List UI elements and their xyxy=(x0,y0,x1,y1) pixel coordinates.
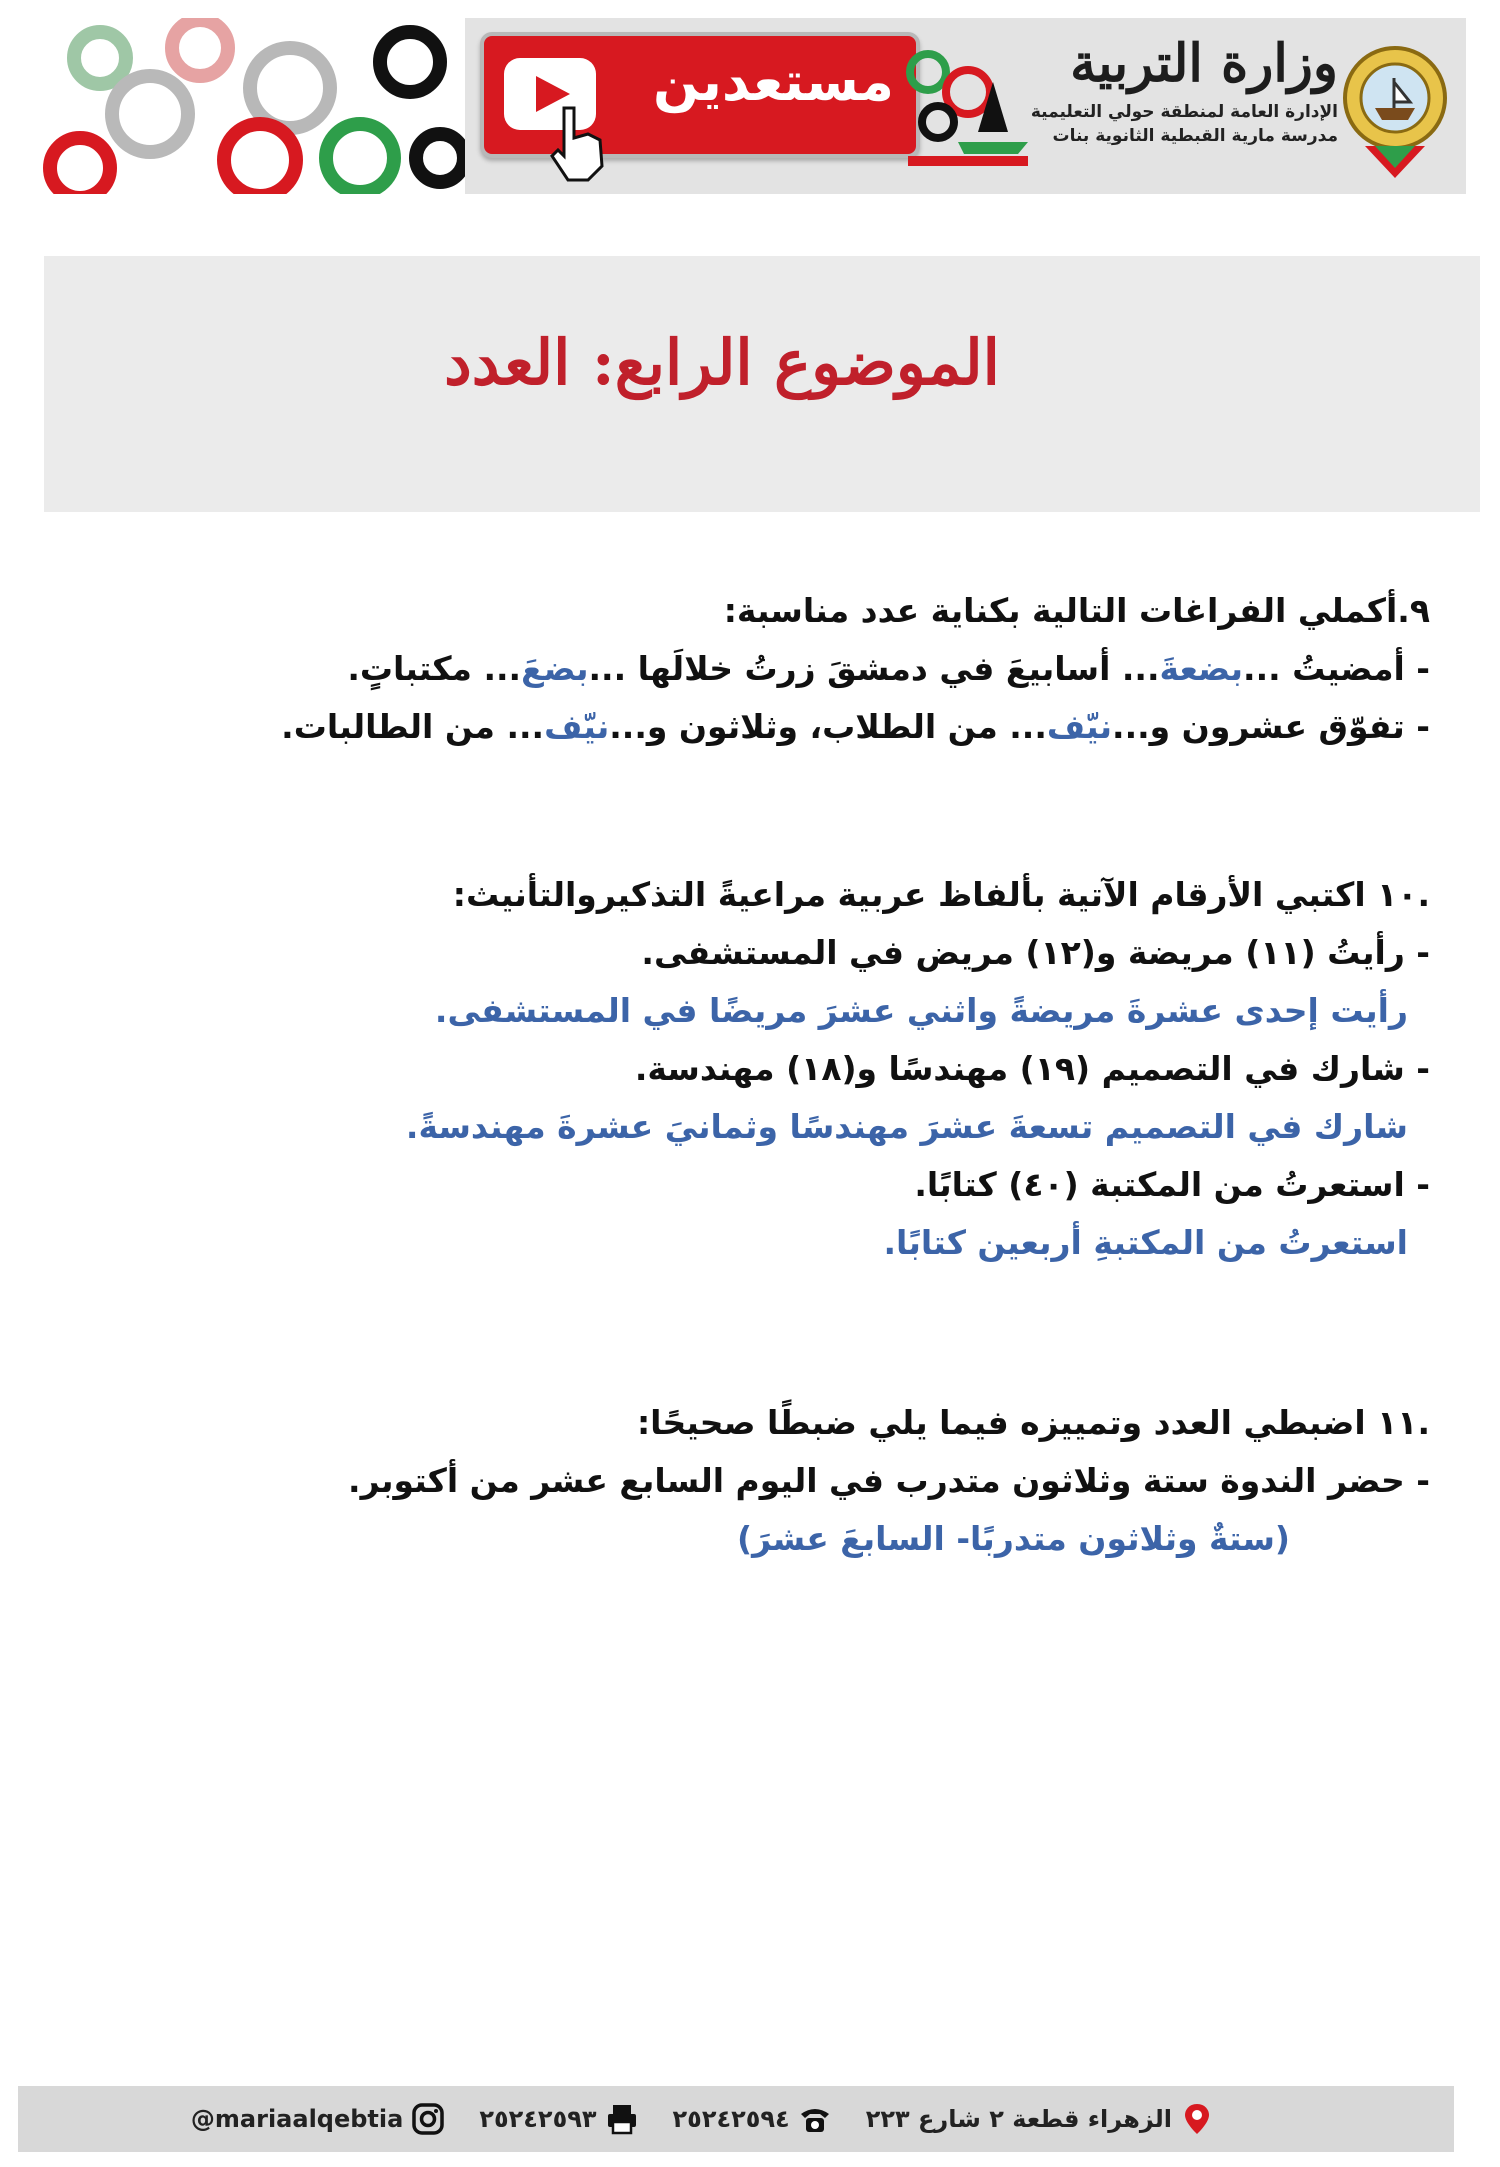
answer-blank-4: نيّف xyxy=(544,707,610,746)
text-segment: - أمضيتُ ... xyxy=(1243,649,1430,688)
header-banner xyxy=(40,18,1466,194)
question-10-answer-3: استعرتُ من المكتبةِ أربعين كتابًا. xyxy=(883,1223,1408,1262)
fax-icon xyxy=(605,2102,639,2136)
question-10 xyxy=(60,866,1430,1272)
page-title: الموضوع الرابع: العدد xyxy=(444,326,1000,399)
question-9 xyxy=(60,582,1430,756)
question-10-item-3: - استعرتُ من المكتبة (٤٠) كتابًا. xyxy=(914,1165,1430,1204)
text-segment: ... مكتباتٍ. xyxy=(347,649,522,688)
instagram-handle: @mariaalqebtia xyxy=(190,2105,404,2133)
school-logo xyxy=(898,42,1038,172)
cta-button[interactable] xyxy=(480,32,920,158)
address-text: الزهراء قطعة ٢ شارع ٢٢٣ xyxy=(865,2105,1172,2133)
footer xyxy=(18,2086,1454,2152)
location-pin-icon xyxy=(1180,2102,1214,2136)
question-11-answer: (ستةٌ وثلاثون متدربًا- السابعَ عشرَ) xyxy=(737,1519,1290,1558)
cta-label: مستعدين xyxy=(653,50,894,113)
ministry-subtitle-region: الإدارة العامة لمنطقة حولي التعليمية xyxy=(1030,102,1338,122)
footer-instagram[interactable] xyxy=(191,2102,445,2136)
footer-address xyxy=(866,2102,1214,2136)
gears-decoration xyxy=(40,18,465,194)
footer-fax xyxy=(479,2102,638,2136)
pointer-hand-icon xyxy=(544,104,614,184)
question-11-prompt: .١١ اضبطي العدد وتمييزه فيما يلي ضبطًا صحيحًا: xyxy=(636,1403,1430,1442)
ministry-title: وزارة التربية xyxy=(1070,33,1338,94)
question-10-item-1: - رأيتُ (١١) مريضة و(١٢) مريض في المستشفى. xyxy=(641,933,1430,972)
kuwait-emblem-icon xyxy=(1340,28,1450,184)
answer-blank-3: نيّف xyxy=(1046,707,1113,746)
question-9-line-1 xyxy=(60,640,1430,698)
phone-number: ٢٥٢٤٢٥٩٤ xyxy=(672,2105,790,2133)
ministry-subtitle-school: مدرسة مارية القبطية الثانوية بنات xyxy=(1052,126,1338,146)
text-segment: ... أسابيعَ في دمشقَ زرتُ خلالَها ... xyxy=(588,649,1160,688)
question-9-line-2 xyxy=(60,698,1430,756)
answer-blank-1: بضعةَ xyxy=(1159,649,1244,688)
question-10-prompt: .١٠ اكتبي الأرقام الآتية بألفاظ عربية مراعيةً التذكيروالتأنيث: xyxy=(452,875,1430,914)
question-11 xyxy=(60,1394,1430,1568)
title-box xyxy=(44,256,1480,512)
text-segment: ... من الطلاب، وثلاثون و... xyxy=(609,707,1047,746)
footer-contacts xyxy=(167,2086,1214,2152)
fax-number: ٢٥٢٤٢٥٩٣ xyxy=(479,2105,597,2133)
text-segment: - تفوّق عشرون و... xyxy=(1112,707,1430,746)
footer-phone xyxy=(673,2102,832,2136)
question-10-answer-2: شارك في التصميم تسعةَ عشرَ مهندسًا وثمانيَ عشرةَ مهندسةً. xyxy=(405,1107,1408,1146)
question-10-item-2: - شارك في التصميم (١٩) مهندسًا و(١٨) مهندسة. xyxy=(634,1049,1430,1088)
instagram-icon xyxy=(411,2102,445,2136)
question-10-answer-1: رأيت إحدى عشرةَ مريضةً واثني عشرَ مريضًا في المستشفى. xyxy=(434,991,1408,1030)
telephone-icon xyxy=(798,2102,832,2136)
answer-blank-2: بضعَ xyxy=(521,649,589,688)
question-9-prompt: ٩.أكملي الفراغات التالية بكناية عدد مناسبة: xyxy=(723,591,1430,630)
text-segment: ... من الطالبات. xyxy=(281,707,545,746)
ministry-block xyxy=(1018,28,1338,188)
question-11-item: - حضر الندوة ستة وثلاثون متدرب في اليوم السابع عشر من أكتوبر. xyxy=(348,1461,1430,1500)
